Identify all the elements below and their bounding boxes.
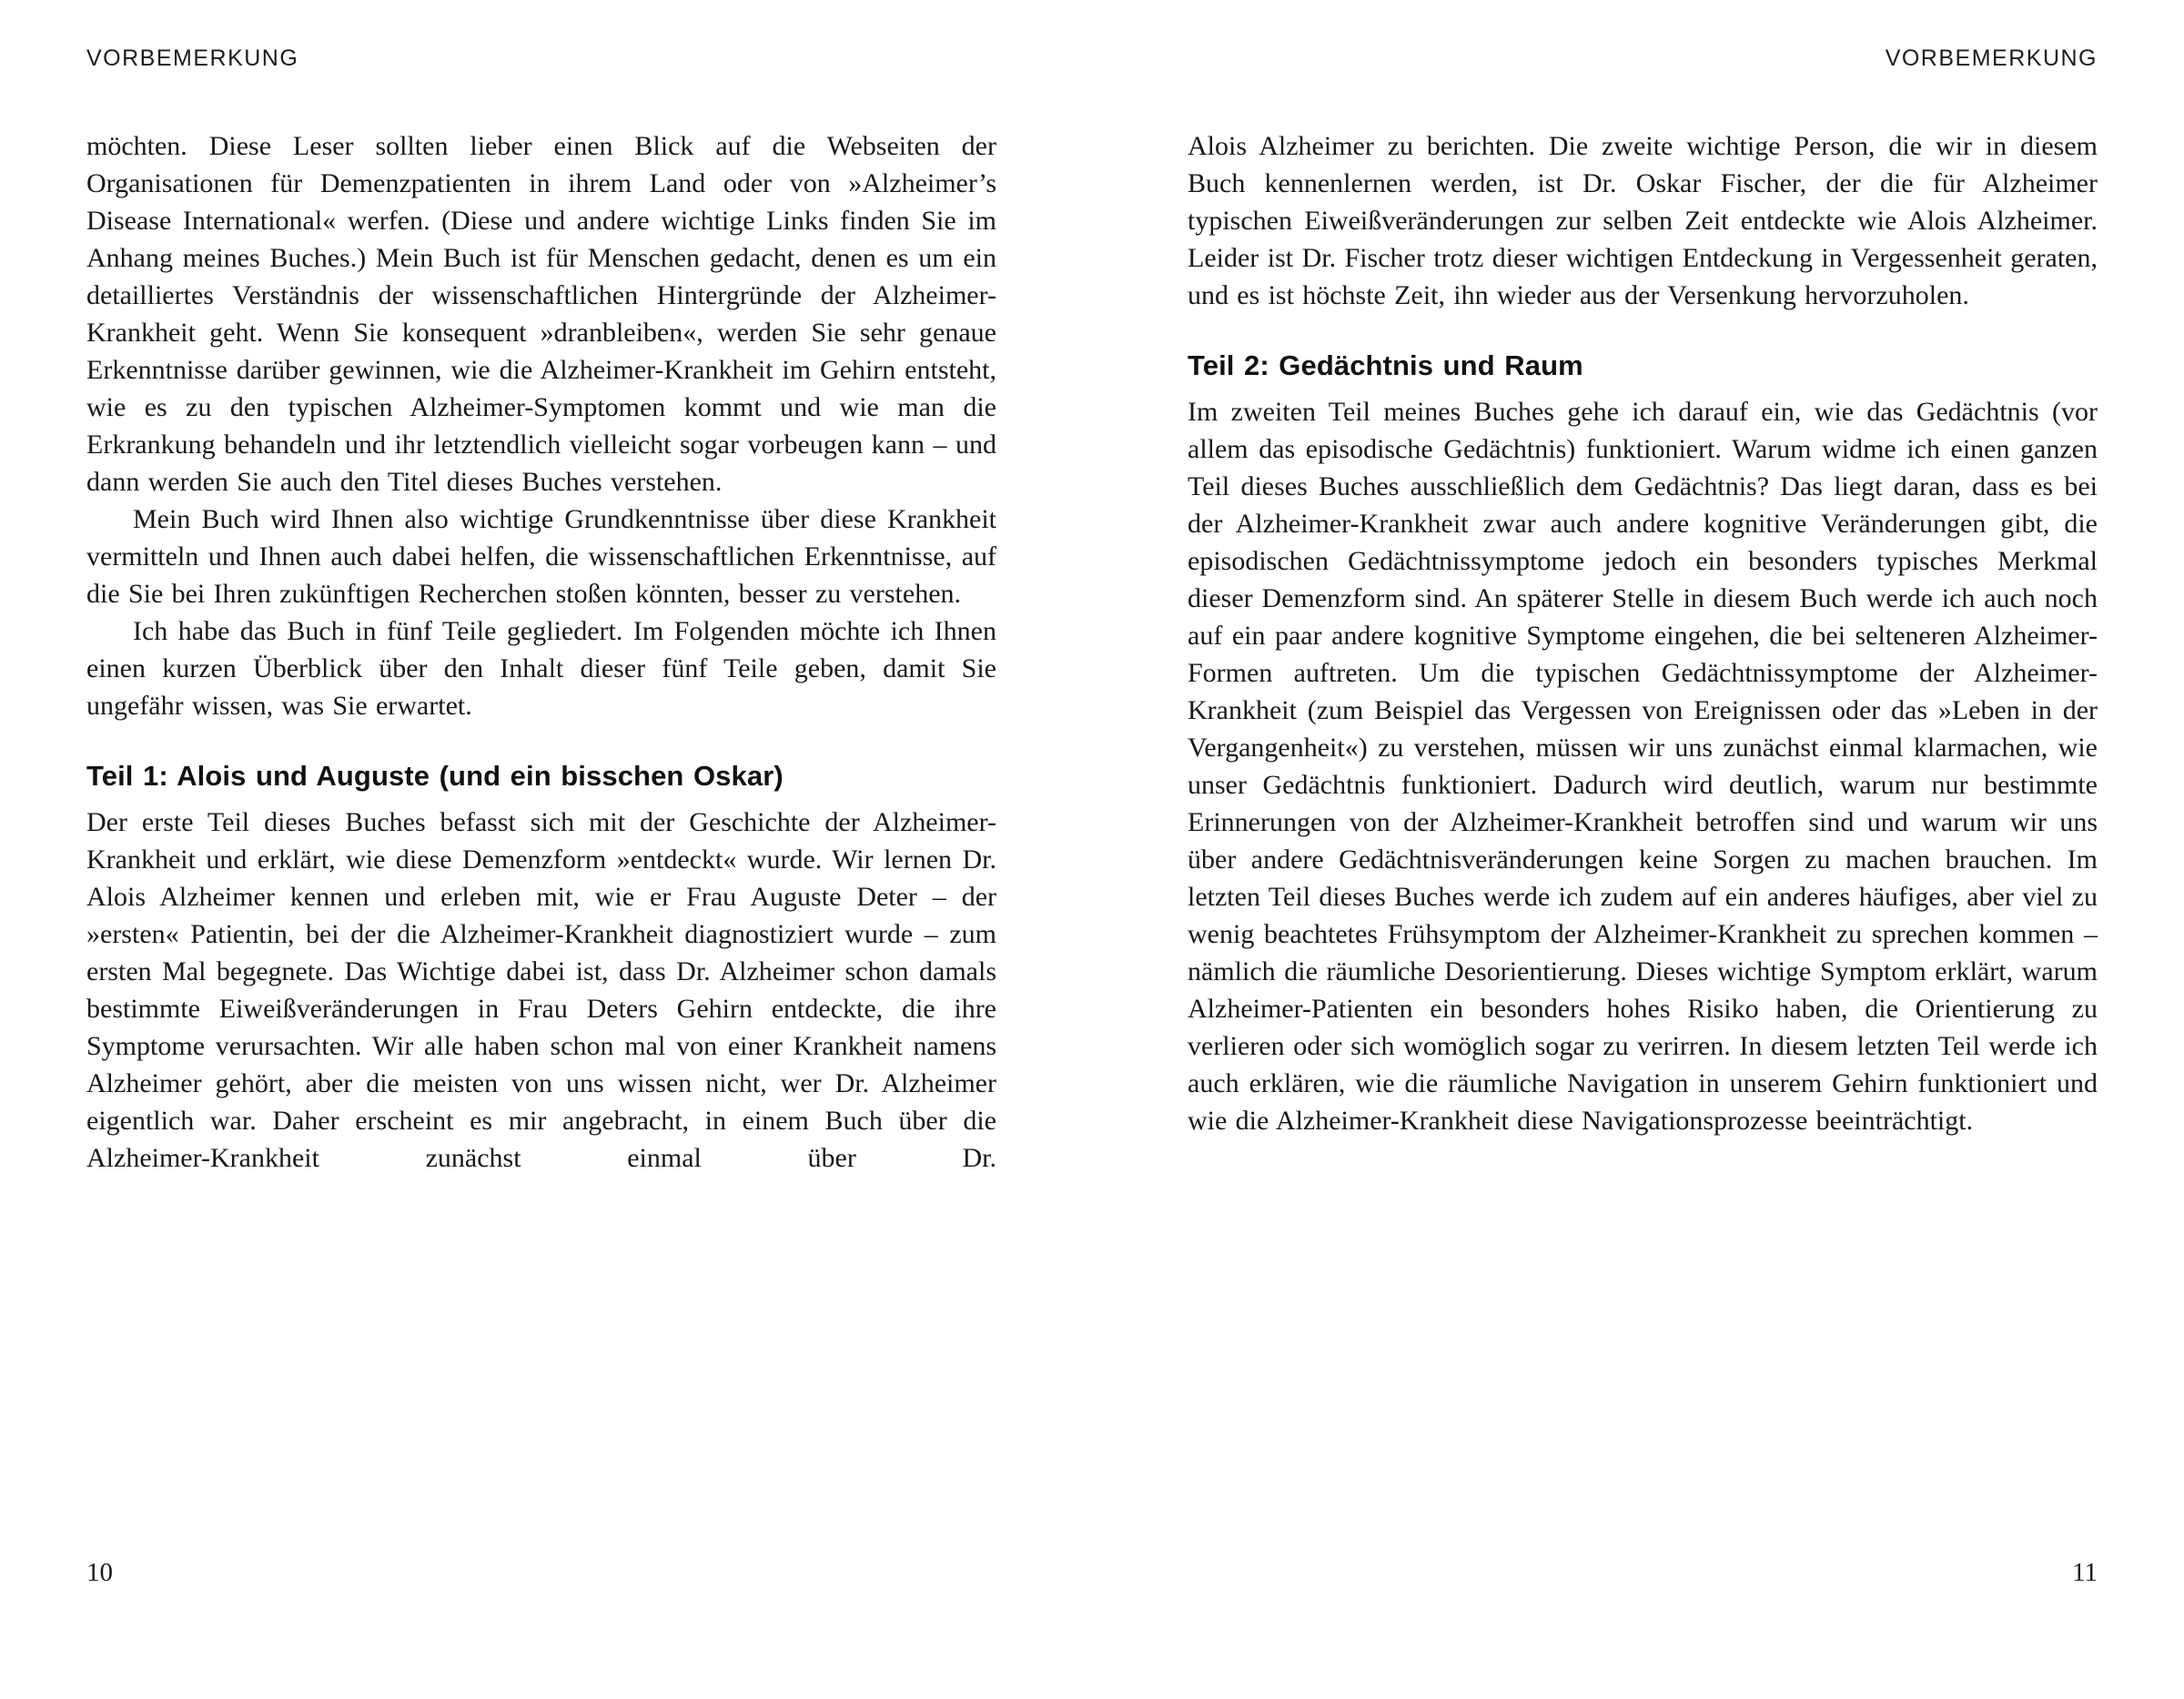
body-paragraph: Der erste Teil dieses Buches befasst sich mit der Geschichte der Alzheimer-Krankheit und erklärt, wie diese Demenzform »entdeckt« wurde. Wir lernen Dr. Alois Alzheimer kennen und erleben mit, wie er Frau Auguste Deter – der »ersten« Patientin, bei der die Alzheimer-Krankheit diagnostiziert wurde – zum ersten Mal begegnete. Das Wichtige dabei ist, dass Dr. Alzheimer schon damals bestimmte Eiweißveränderungen in Frau Deters Gehirn entdeckte, die ihre Symptome verursachten. Wir alle haben schon mal von einer Krankheit namens Alzheimer gehört, aber die meisten von uns wissen nicht, wer Dr. Alzheimer eigentlich war. Daher erscheint es mir angebracht, in einem Buch über die Alzheimer-Krankheit zunächst einmal über Dr.	[86, 806, 996, 1173]
right-text-block	[1188, 127, 2098, 1139]
right-page	[1092, 0, 2184, 1699]
left-text-block	[86, 127, 996, 1177]
page-number-left: 10	[86, 1558, 113, 1587]
running-head-right: VORBEMERKUNG	[1885, 46, 2098, 71]
body-paragraph: Alois Alzheimer zu berichten. Die zweite wichtige Person, die wir in diesem Buch kennenlernen werden, ist Dr. Oskar Fischer, der die für Alzheimer typischen Eiweißveränderungen zur selben Zeit entdeckte wie Alois Alzheimer. Leider ist Dr. Fischer trotz dieser wichtigen Entdeckung in Vergessenheit geraten, und es ist höchste Zeit, ihn wieder aus der Versenkung hervorzuholen.	[1188, 131, 2098, 310]
running-head-left: VORBEMERKUNG	[86, 46, 299, 71]
body-paragraph: Im zweiten Teil meines Buches gehe ich darauf ein, wie das Gedächtnis (vor allem das episodische Gedächtnis) funktioniert. Warum widme ich einen ganzen Teil dieses Buches ausschließlich dem Gedächtnis? Das liegt daran, dass es bei der Alzheimer-Krankheit zwar auch andere kognitive Veränderungen gibt, die episodischen Gedächtnissymptome jedoch ein besonders typisches Merkmal dieser Demenzform sind. An späterer Stelle in diesem Buch werde ich auch noch auf ein paar andere kognitive Symptome eingehen, die bei selteneren Alzheimer-Formen auftreten. Um die typischen Gedächtnissymptome der Alzheimer-Krankheit (zum Beispiel das Vergessen von Ereignissen oder das »Leben in der Vergangenheit«) zu verstehen, müssen wir uns zunächst einmal klarmachen, wie unser Gedächtnis funktioniert. Dadurch wird deutlich, warum nur bestimmte Erinnerungen von der Alzheimer-Krankheit betroffen sind und warum wir uns über andere Gedächtnisveränderungen keine Sorgen zu machen brauchen. Im letzten Teil dieses Buches werde ich zudem auf ein anderes häufiges, aber viel zu wenig beachtetes Frühsymptom der Alzheimer-Krankheit zu sprechen kommen – nämlich die räumliche Desorientierung. Dieses wichtige Symptom erklärt, warum Alzheimer-Patienten ein besonders hohes Risiko haben, die Orientierung zu verlieren oder sich womöglich sogar zu verirren. In diesem letzten Teil werde ich auch erklären, wie die räumliche Navigation in unserem Gehirn funktioniert und wie die Alzheimer-Krankheit diese Navigationsprozesse beeinträchtigt.	[1188, 396, 2098, 1136]
section-heading: Teil 1: Alois und Auguste (und ein bisschen Oskar)	[86, 760, 784, 792]
body-paragraph: Mein Buch wird Ihnen also wichtige Grundkenntnisse über diese Krankheit vermitteln und Ihnen auch dabei helfen, die wissenschaftlichen Erkenntnisse, auf die Sie bei Ihren zukünftigen Recherchen stoßen könnten, besser zu verstehen.	[86, 504, 996, 609]
body-paragraph: Ich habe das Buch in fünf Teile gegliedert. Im Folgenden möchte ich Ihnen einen kurzen Überblick über den Inhalt dieser fünf Teile geben, damit Sie ungefähr wissen, was Sie erwartet.	[86, 616, 996, 721]
body-paragraph: möchten. Diese Leser sollten lieber einen Blick auf die Webseiten der Organisationen für Demenzpatienten in ihrem Land oder von »Alzheimer’s Disease International« werfen. (Diese und andere wichtige Links finden Sie im Anhang meines Buches.) Mein Buch ist für Menschen gedacht, denen es um ein detailliertes Verständnis der wissenschaftlichen Hintergründe der Alzheimer-Krankheit geht. Wenn Sie konsequent »dranbleiben«, werden Sie sehr genaue Erkenntnisse darüber gewinnen, wie die Alzheimer-Krankheit im Gehirn entsteht, wie es zu den typischen Alzheimer-Symptomen kommt und wie man die Erkrankung behandeln und ihr letztendlich vielleicht sogar vorbeugen kann – und dann werden Sie auch den Titel dieses Buches verstehen.	[86, 131, 996, 497]
section-heading: Teil 2: Gedächtnis und Raum	[1188, 349, 1583, 381]
page-number-right: 11	[2072, 1558, 2098, 1587]
